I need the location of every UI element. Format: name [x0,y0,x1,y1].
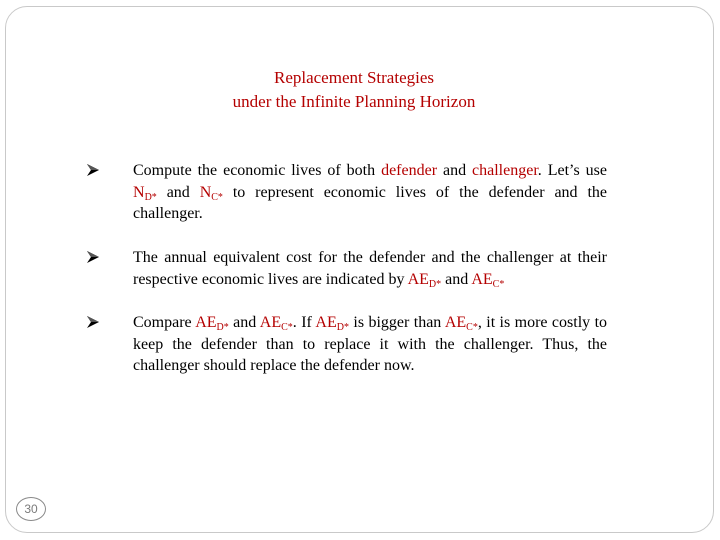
title-line-2: under the Infinite Planning Horizon [232,92,476,111]
bullet-item-economic-lives [86,160,607,225]
arrowhead-bullet-icon [86,315,100,329]
bullet-item-annual-equivalent-cost [86,247,607,290]
bullet-text: Compare $AE_{D*}$ and $AE_{C*}$. If $AE_{D*}$ is bigger than $AE_{C*}$, it is more costly to keep the defender than to replace it with the challenger. Thus, the challenger should replace the defender now. [133,314,608,374]
title-line-1: Replacement Strategies [273,68,435,87]
page-number-badge: 30 [16,497,46,521]
bullet-text: Compute the economic lives of both defender and challenger. Let’s use $N_{D*}$ and $N_{C*}$ to represent economic lives of the defender and the challenger. [133,162,607,222]
arrowhead-bullet-icon [86,250,100,264]
arrowhead-bullet-icon [86,163,100,177]
slide-title [0,66,708,114]
bullet-item-compare [86,312,607,377]
bullet-text: The annual equivalent cost for the defender and the challenger at their respective economic lives are indicated by $AE_{D*}$ and $AE_{C*}$ [133,249,607,290]
